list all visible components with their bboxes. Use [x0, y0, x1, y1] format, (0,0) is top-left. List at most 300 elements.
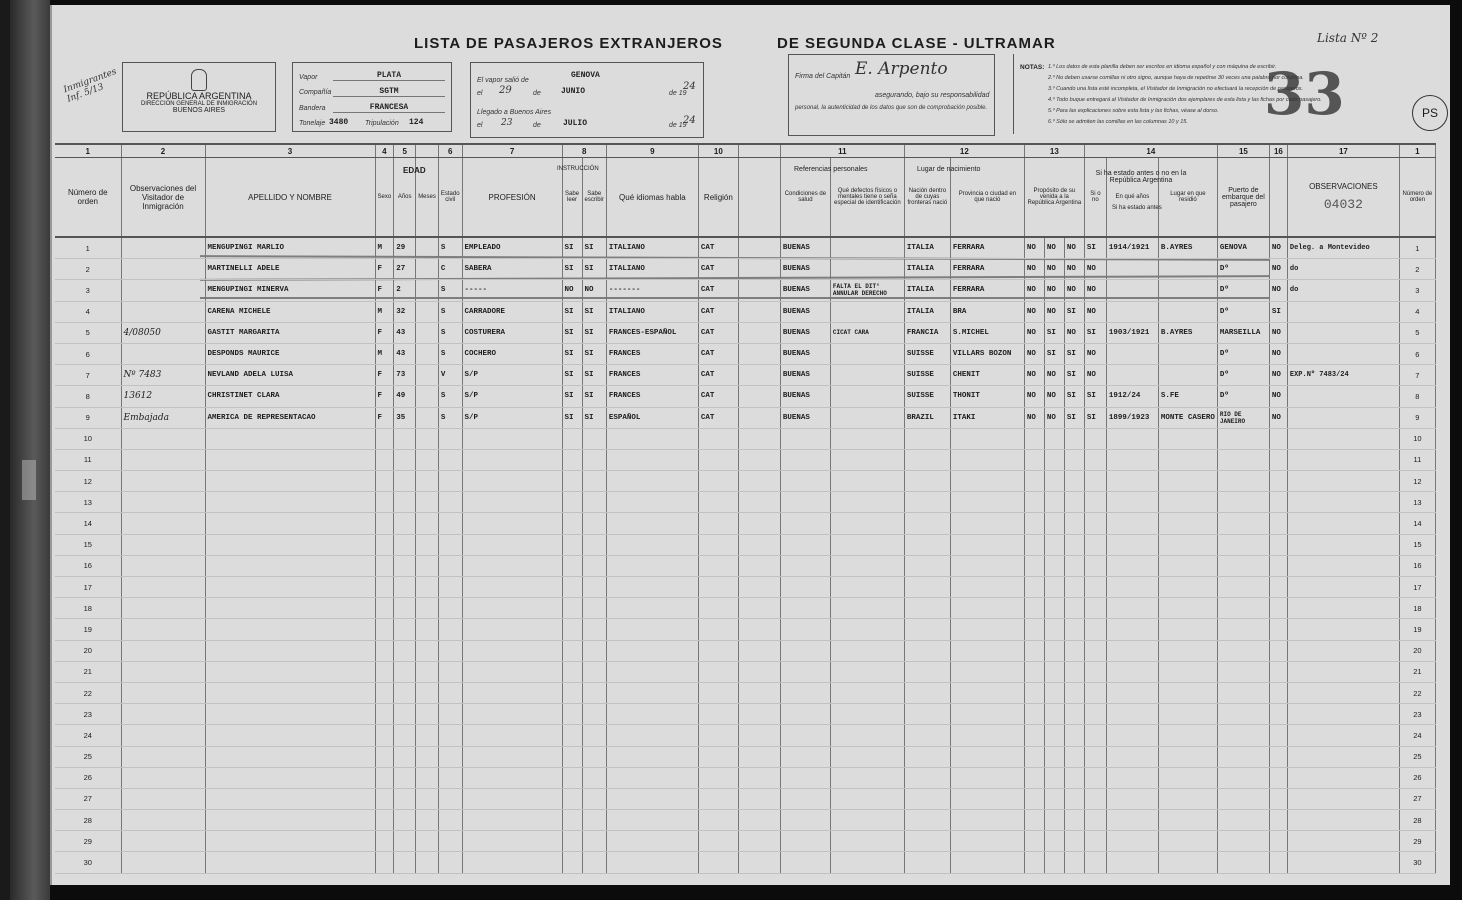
si-ha-estado-label: Si ha estado antes [1112, 205, 1162, 211]
cell-civil: S [438, 407, 462, 428]
cell-rel: CAT [698, 386, 738, 407]
cell-name: CARENA MICHELE [205, 301, 375, 322]
table-row [55, 661, 1435, 682]
vapor-label: Vapor [299, 74, 318, 81]
row-number-right: 16 [1399, 555, 1435, 576]
cell-years [1106, 810, 1158, 831]
cell-p1 [1024, 746, 1044, 767]
flag-value: FRANCESA [333, 103, 445, 113]
cell-rel: CAT [698, 280, 738, 301]
cell-sex [375, 682, 394, 703]
cell-port [1217, 598, 1269, 619]
cell-rel [698, 682, 738, 703]
table-row [55, 619, 1435, 640]
crew-label: Tripulación [365, 120, 399, 127]
cell-prof [462, 428, 562, 449]
cell-blank [738, 598, 780, 619]
cell-defect [830, 682, 904, 703]
hdr-anos: Años [394, 158, 416, 238]
cell-c16 [1269, 640, 1287, 661]
cell-nation [904, 428, 950, 449]
hdr-num-orden-right: Número de orden [1399, 158, 1435, 238]
cell-prov [950, 428, 1024, 449]
cell-civil [438, 492, 462, 513]
company-value: SGTM [333, 87, 445, 97]
cell-c16 [1269, 725, 1287, 746]
margin-mark [22, 460, 36, 500]
cell-place [1158, 704, 1217, 725]
row-number-right: 17 [1399, 577, 1435, 598]
cell-obs [1287, 852, 1399, 873]
arrived-day: 23 [501, 118, 513, 128]
cell-health [780, 513, 830, 534]
cell-rel: CAT [698, 343, 738, 364]
office-name: DIRECCIÓN GENERAL DE INMIGRACIÓN [140, 101, 258, 107]
cell-lang [606, 428, 698, 449]
cell-age: 29 [394, 237, 416, 259]
table-row [55, 577, 1435, 598]
cell-prov: S.MICHEL [950, 322, 1024, 343]
cell-place [1158, 513, 1217, 534]
cell-p2 [1044, 471, 1064, 492]
note-item: 2.º No deben usarse comillas ni otro signo, aunque haya de repetirse 30 veces una palabra por columna. [1048, 75, 1304, 81]
cell-p3: NO [1064, 322, 1084, 343]
cell-nation: FRANCIA [904, 322, 950, 343]
cell-rel: CAT [698, 237, 738, 259]
cell-prof: S/P [462, 365, 562, 386]
cell-lang [606, 492, 698, 513]
cell-p3: SI [1064, 343, 1084, 364]
cell-obs [1287, 661, 1399, 682]
cell-m [416, 746, 439, 767]
cell-escr [582, 704, 606, 725]
row-number: 9 [55, 407, 121, 428]
cell-estado: NO [1084, 343, 1106, 364]
cell-years [1106, 259, 1158, 280]
cell-sex [375, 449, 394, 470]
cell-c16 [1269, 661, 1287, 682]
cell-place [1158, 831, 1217, 852]
cell-m [416, 555, 439, 576]
cell-p2 [1044, 746, 1064, 767]
cell-p1: NO [1024, 386, 1044, 407]
cell-rel [698, 704, 738, 725]
cell-sex [375, 810, 394, 831]
hdr-religion: Religión [698, 158, 738, 238]
table-row [55, 704, 1435, 725]
cell-blank [738, 259, 780, 280]
cell-leer: SI [562, 322, 582, 343]
cell-nation [904, 788, 950, 809]
cell-c16 [1269, 746, 1287, 767]
row-number-right: 18 [1399, 598, 1435, 619]
row-number: 11 [55, 449, 121, 470]
cell-defect [830, 471, 904, 492]
cell-rel [698, 661, 738, 682]
cell-defect [830, 810, 904, 831]
cell-p2 [1044, 492, 1064, 513]
cell-c16: SI [1269, 301, 1287, 322]
cell-defect [830, 343, 904, 364]
cell-estado [1084, 598, 1106, 619]
cell-rel [698, 725, 738, 746]
cell-years [1106, 598, 1158, 619]
cell-blank [738, 237, 780, 259]
cell-port: RIO DE JANEIRO [1217, 407, 1269, 428]
cell-lang [606, 682, 698, 703]
cell-prof [462, 831, 562, 852]
cell-obs [1287, 598, 1399, 619]
cell-blank [738, 513, 780, 534]
cell-health [780, 767, 830, 788]
cell-years [1106, 343, 1158, 364]
cell-leer [562, 704, 582, 725]
cell-sex: M [375, 301, 394, 322]
cell-obs: Deleg. a Montevideo [1287, 237, 1399, 259]
hdr-provincia: Provincia o ciudad en que nació [950, 158, 1024, 238]
col-num-13: 13 [1024, 144, 1084, 158]
cell-prov: ITAKI [950, 407, 1024, 428]
cell-lang: FRANCES [606, 343, 698, 364]
cell-m [416, 449, 439, 470]
col-num-7: 7 [462, 144, 562, 158]
captain-label: Firma del Capitán [795, 73, 851, 80]
instruccion-label: INSTRUCCIÓN [557, 166, 599, 172]
arrived-label: Llegado a Buenos Aires [477, 109, 552, 116]
cell-prof [462, 767, 562, 788]
table-row [55, 555, 1435, 576]
departed-de: de [533, 90, 541, 97]
cell-lang [606, 449, 698, 470]
cell-civil [438, 725, 462, 746]
cell-escr [582, 428, 606, 449]
cell-visit [121, 661, 205, 682]
cell-p2 [1044, 555, 1064, 576]
table-row [55, 810, 1435, 831]
cell-p3 [1064, 492, 1084, 513]
cell-place: B.AYRES [1158, 322, 1217, 343]
cell-civil [438, 619, 462, 640]
row-number: 2 [55, 259, 121, 280]
cell-health [780, 555, 830, 576]
cell-prov: FERRARA [950, 259, 1024, 280]
note-item: 6.º Sólo se admiten las comillas en las columnas 10 y 15. [1048, 119, 1188, 125]
cell-prof: S/P [462, 386, 562, 407]
cell-p2: SI [1044, 343, 1064, 364]
hdr-proposito: Propósito de su venida a la República Argentina [1024, 158, 1084, 238]
cell-m [416, 259, 439, 280]
cell-nation [904, 746, 950, 767]
cell-civil: S [438, 343, 462, 364]
cell-prov [950, 682, 1024, 703]
cell-nation [904, 725, 950, 746]
cell-name: MARTINELLI ADELE [205, 259, 375, 280]
cell-sex: F [375, 386, 394, 407]
cell-place [1158, 746, 1217, 767]
row-number-right: 9 [1399, 407, 1435, 428]
cell-c16 [1269, 704, 1287, 725]
cell-name: CHRISTINET CLARA [205, 386, 375, 407]
cell-age [394, 661, 416, 682]
cell-p2 [1044, 788, 1064, 809]
cell-health: BUENAS [780, 259, 830, 280]
cell-blank [738, 365, 780, 386]
cell-rel: CAT [698, 322, 738, 343]
row-number-right: 10 [1399, 428, 1435, 449]
row-number-right: 6 [1399, 343, 1435, 364]
cell-place [1158, 577, 1217, 598]
cell-years [1106, 661, 1158, 682]
cell-p2: NO [1044, 237, 1064, 259]
cell-visit [121, 810, 205, 831]
cell-p1: NO [1024, 259, 1044, 280]
cell-port [1217, 555, 1269, 576]
cell-escr: SI [582, 259, 606, 280]
cell-civil: S [438, 280, 462, 301]
hdr-sexo: Sexo [375, 158, 394, 238]
cell-obs [1287, 343, 1399, 364]
cell-escr: SI [582, 365, 606, 386]
cell-nation [904, 449, 950, 470]
cell-visit [121, 534, 205, 555]
cell-obs [1287, 640, 1399, 661]
cell-lang [606, 555, 698, 576]
cell-rel [698, 428, 738, 449]
cell-sex [375, 492, 394, 513]
cell-name: NEVLAND ADELA LUISA [205, 365, 375, 386]
cell-years: 1914/1921 [1106, 237, 1158, 259]
cell-blank [738, 280, 780, 301]
cell-leer: SI [562, 301, 582, 322]
notes-label: NOTAS: [1020, 64, 1045, 71]
cell-civil [438, 810, 462, 831]
cell-blank [738, 407, 780, 428]
cell-port [1217, 810, 1269, 831]
cell-lang: FRANCES-ESPAÑOL [606, 322, 698, 343]
table-row [55, 746, 1435, 767]
cell-obs [1287, 322, 1399, 343]
cell-estado [1084, 449, 1106, 470]
cell-p3 [1064, 704, 1084, 725]
cell-c16 [1269, 449, 1287, 470]
row-number: 18 [55, 598, 121, 619]
cell-visit [121, 492, 205, 513]
row-number-right: 3 [1399, 280, 1435, 301]
cell-sex [375, 513, 394, 534]
cell-years [1106, 428, 1158, 449]
cell-escr [582, 852, 606, 873]
cell-port [1217, 725, 1269, 746]
cell-civil [438, 471, 462, 492]
cell-c16 [1269, 767, 1287, 788]
cell-prof [462, 746, 562, 767]
cell-lang: ITALIANO [606, 259, 698, 280]
cell-p2 [1044, 449, 1064, 470]
cell-place: S.FE [1158, 386, 1217, 407]
ps-mark: PS [1412, 95, 1448, 131]
cell-health [780, 492, 830, 513]
row-number: 29 [55, 831, 121, 852]
cell-health: BUENAS [780, 386, 830, 407]
cell-estado [1084, 682, 1106, 703]
cell-leer [562, 831, 582, 852]
row-number: 16 [55, 555, 121, 576]
arrived-year: 24 [683, 115, 696, 126]
col-num-6: 6 [438, 144, 462, 158]
cell-lang [606, 767, 698, 788]
row-number: 28 [55, 810, 121, 831]
cell-p3 [1064, 534, 1084, 555]
cell-leer: SI [562, 237, 582, 259]
cell-health [780, 661, 830, 682]
cell-visit [121, 237, 205, 259]
cell-p2 [1044, 704, 1064, 725]
cell-escr [582, 577, 606, 598]
col-num-4: 4 [375, 144, 394, 158]
cell-prov: FERRARA [950, 237, 1024, 259]
cell-civil [438, 577, 462, 598]
cell-age: 49 [394, 386, 416, 407]
row-number: 21 [55, 661, 121, 682]
cell-p3 [1064, 619, 1084, 640]
cell-c16 [1269, 598, 1287, 619]
cell-place [1158, 598, 1217, 619]
cell-defect [830, 852, 904, 873]
cell-sex [375, 619, 394, 640]
cell-estado [1084, 513, 1106, 534]
cell-health [780, 471, 830, 492]
cell-name: MENGUPINGI MARLIO [205, 237, 375, 259]
cell-nation [904, 534, 950, 555]
vessel-box [292, 62, 452, 132]
cell-rel [698, 577, 738, 598]
row-number-right: 22 [1399, 682, 1435, 703]
cell-leer [562, 598, 582, 619]
cell-obs [1287, 301, 1399, 322]
col-num-15: 15 [1217, 144, 1269, 158]
cell-nation [904, 555, 950, 576]
cell-age [394, 428, 416, 449]
cell-civil [438, 704, 462, 725]
arrived-day-prefix: el [477, 122, 483, 129]
cell-defect [830, 598, 904, 619]
cell-nation: ITALIA [904, 301, 950, 322]
cell-health: BUENAS [780, 407, 830, 428]
cell-c16 [1269, 788, 1287, 809]
cell-years [1106, 682, 1158, 703]
cell-leer [562, 428, 582, 449]
cell-civil [438, 449, 462, 470]
cell-sex [375, 661, 394, 682]
cell-defect [830, 704, 904, 725]
row-number: 20 [55, 640, 121, 661]
cell-age [394, 725, 416, 746]
cell-rel [698, 788, 738, 809]
cell-leer [562, 534, 582, 555]
hdr-idiomas: Qué idiomas habla [606, 158, 698, 238]
cell-prov: THONIT [950, 386, 1024, 407]
cell-p1 [1024, 471, 1044, 492]
cell-place [1158, 810, 1217, 831]
row-number-right: 12 [1399, 471, 1435, 492]
col-num-10: 10 [698, 144, 738, 158]
cell-p1 [1024, 534, 1044, 555]
cell-nation [904, 810, 950, 831]
cell-p2: NO [1044, 301, 1064, 322]
cell-c16: NO [1269, 386, 1287, 407]
cell-prov [950, 831, 1024, 852]
cell-years [1106, 767, 1158, 788]
cell-p2 [1044, 619, 1064, 640]
cell-leer [562, 682, 582, 703]
cell-sex: F [375, 280, 394, 301]
cell-age [394, 640, 416, 661]
cell-m [416, 619, 439, 640]
book-binding [0, 0, 50, 900]
cell-escr: SI [582, 322, 606, 343]
row-number: 19 [55, 619, 121, 640]
cell-sex: F [375, 365, 394, 386]
cell-obs [1287, 386, 1399, 407]
hdr-observaciones [1287, 158, 1399, 238]
cell-age [394, 534, 416, 555]
cell-leer [562, 788, 582, 809]
cell-blank [738, 301, 780, 322]
cell-prov [950, 725, 1024, 746]
cell-place [1158, 725, 1217, 746]
row-number: 13 [55, 492, 121, 513]
cell-lang [606, 619, 698, 640]
cell-port [1217, 492, 1269, 513]
row-number-right: 15 [1399, 534, 1435, 555]
row-number-right: 20 [1399, 640, 1435, 661]
cell-defect [830, 640, 904, 661]
cell-p1 [1024, 661, 1044, 682]
cell-estado [1084, 428, 1106, 449]
cell-p2 [1044, 598, 1064, 619]
cell-place [1158, 259, 1217, 280]
col-num-1: 1 [55, 144, 121, 158]
cell-escr [582, 746, 606, 767]
cell-years [1106, 513, 1158, 534]
table-row [55, 788, 1435, 809]
row-number: 7 [55, 365, 121, 386]
cell-visit [121, 259, 205, 280]
cell-place: MONTE CASERO [1158, 407, 1217, 428]
cell-defect [830, 767, 904, 788]
cell-defect [830, 746, 904, 767]
cell-years: 1903/1921 [1106, 322, 1158, 343]
cell-lang: FRANCES [606, 386, 698, 407]
cell-port [1217, 831, 1269, 852]
cell-leer: SI [562, 386, 582, 407]
row-number-right: 24 [1399, 725, 1435, 746]
cell-visit [121, 301, 205, 322]
cell-lang [606, 788, 698, 809]
cell-lang: ESPAÑOL [606, 407, 698, 428]
cell-p1: NO [1024, 301, 1044, 322]
cell-visit [121, 555, 205, 576]
table-row [55, 831, 1435, 852]
cell-health [780, 704, 830, 725]
cell-age [394, 598, 416, 619]
cell-years: 1899/1923 [1106, 407, 1158, 428]
cell-years [1106, 492, 1158, 513]
row-number: 6 [55, 343, 121, 364]
cell-sex [375, 767, 394, 788]
row-number: 15 [55, 534, 121, 555]
column-number-row [55, 144, 1435, 158]
